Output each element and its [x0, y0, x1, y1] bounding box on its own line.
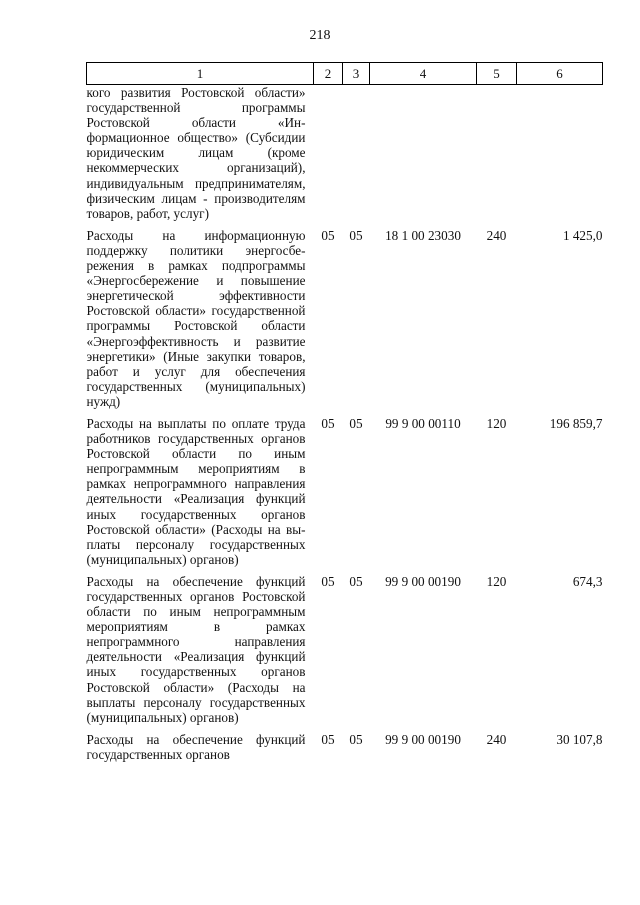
header-cell-2: 2 [314, 63, 343, 85]
row-description: Расходы на обеспечение функций государственных органов [86, 731, 306, 762]
row-amount: 1 425,0 [562, 227, 603, 243]
row-expense-type [477, 85, 517, 226]
row-description: кого развития Ростовской области» государственной программы Ростовской области «Информационное общество» (Субсидии юридическим лицам (кроме некоммерческих организаций), индивидуальным предпринимателям, физическим лицам - производителям товаров, работ, услуг) [86, 85, 306, 221]
row-subsection: 05 [349, 573, 363, 589]
row-expense-type: 240 [486, 227, 507, 243]
row-target-code: 18 1 00 23030 [385, 227, 461, 243]
table-row [87, 730, 603, 767]
header-cell-1: 1 [87, 63, 314, 85]
table-header-row [87, 63, 603, 85]
table-row [87, 572, 603, 730]
row-section: 05 [321, 415, 335, 431]
row-expense-type: 120 [486, 573, 507, 589]
row-subsection [343, 85, 370, 226]
row-amount [517, 85, 603, 226]
row-target-code: 99 9 00 00110 [385, 415, 461, 431]
table-row [87, 414, 603, 572]
row-target-code: 99 9 00 00190 [385, 731, 461, 747]
row-section: 05 [321, 731, 335, 747]
row-subsection: 05 [349, 731, 363, 747]
row-target-code [370, 85, 477, 226]
row-section [314, 85, 343, 226]
row-description: Расходы на выплаты по оплате труда работников государственных органов Ростовской области по иным непрограммным мероприятиям в рамках непрограммного направления деятельности «Реализация функций иных государственных органов Ростовской области» (Расходы на выплаты персоналу государственных (муниципальных) органов) [86, 415, 306, 567]
header-cell-4: 4 [370, 63, 477, 85]
table-row [87, 226, 603, 414]
page-number: 218 [309, 28, 331, 43]
row-amount: 196 859,7 [549, 415, 603, 431]
header-cell-6: 6 [517, 63, 603, 85]
row-subsection: 05 [349, 415, 363, 431]
row-description: Расходы на обеспечение функций государственных органов Ростовской области по иным непрограммным мероприятиям в рамках непрограммного направления деятельности «Реализация функций иных государственных органов Ростовской области» (Расходы на выплаты персоналу государственных (муниципальных) органов) [86, 573, 306, 725]
budget-table [86, 62, 603, 767]
row-target-code: 99 9 00 00190 [385, 573, 461, 589]
row-subsection: 05 [349, 227, 363, 243]
row-amount: 674,3 [572, 573, 603, 589]
row-section: 05 [321, 573, 335, 589]
table-row [87, 85, 603, 226]
budget-table-container [86, 62, 602, 767]
row-expense-type: 120 [486, 415, 507, 431]
row-amount: 30 107,8 [556, 731, 603, 747]
row-expense-type: 240 [486, 731, 507, 747]
header-cell-3: 3 [343, 63, 370, 85]
header-cell-5: 5 [477, 63, 517, 85]
row-section: 05 [321, 227, 335, 243]
row-description: Расходы на информационную поддержку политики энергосбережения в рамках подпрограммы «Энергосбережение и повышение энергетической эффективности Ростовской области» государственной программы Ростовской области «Энергоэффективность и развитие энергетики» (Иные закупки товаров, работ и услуг для обеспечения государственных (муниципальных) нужд) [86, 227, 306, 409]
